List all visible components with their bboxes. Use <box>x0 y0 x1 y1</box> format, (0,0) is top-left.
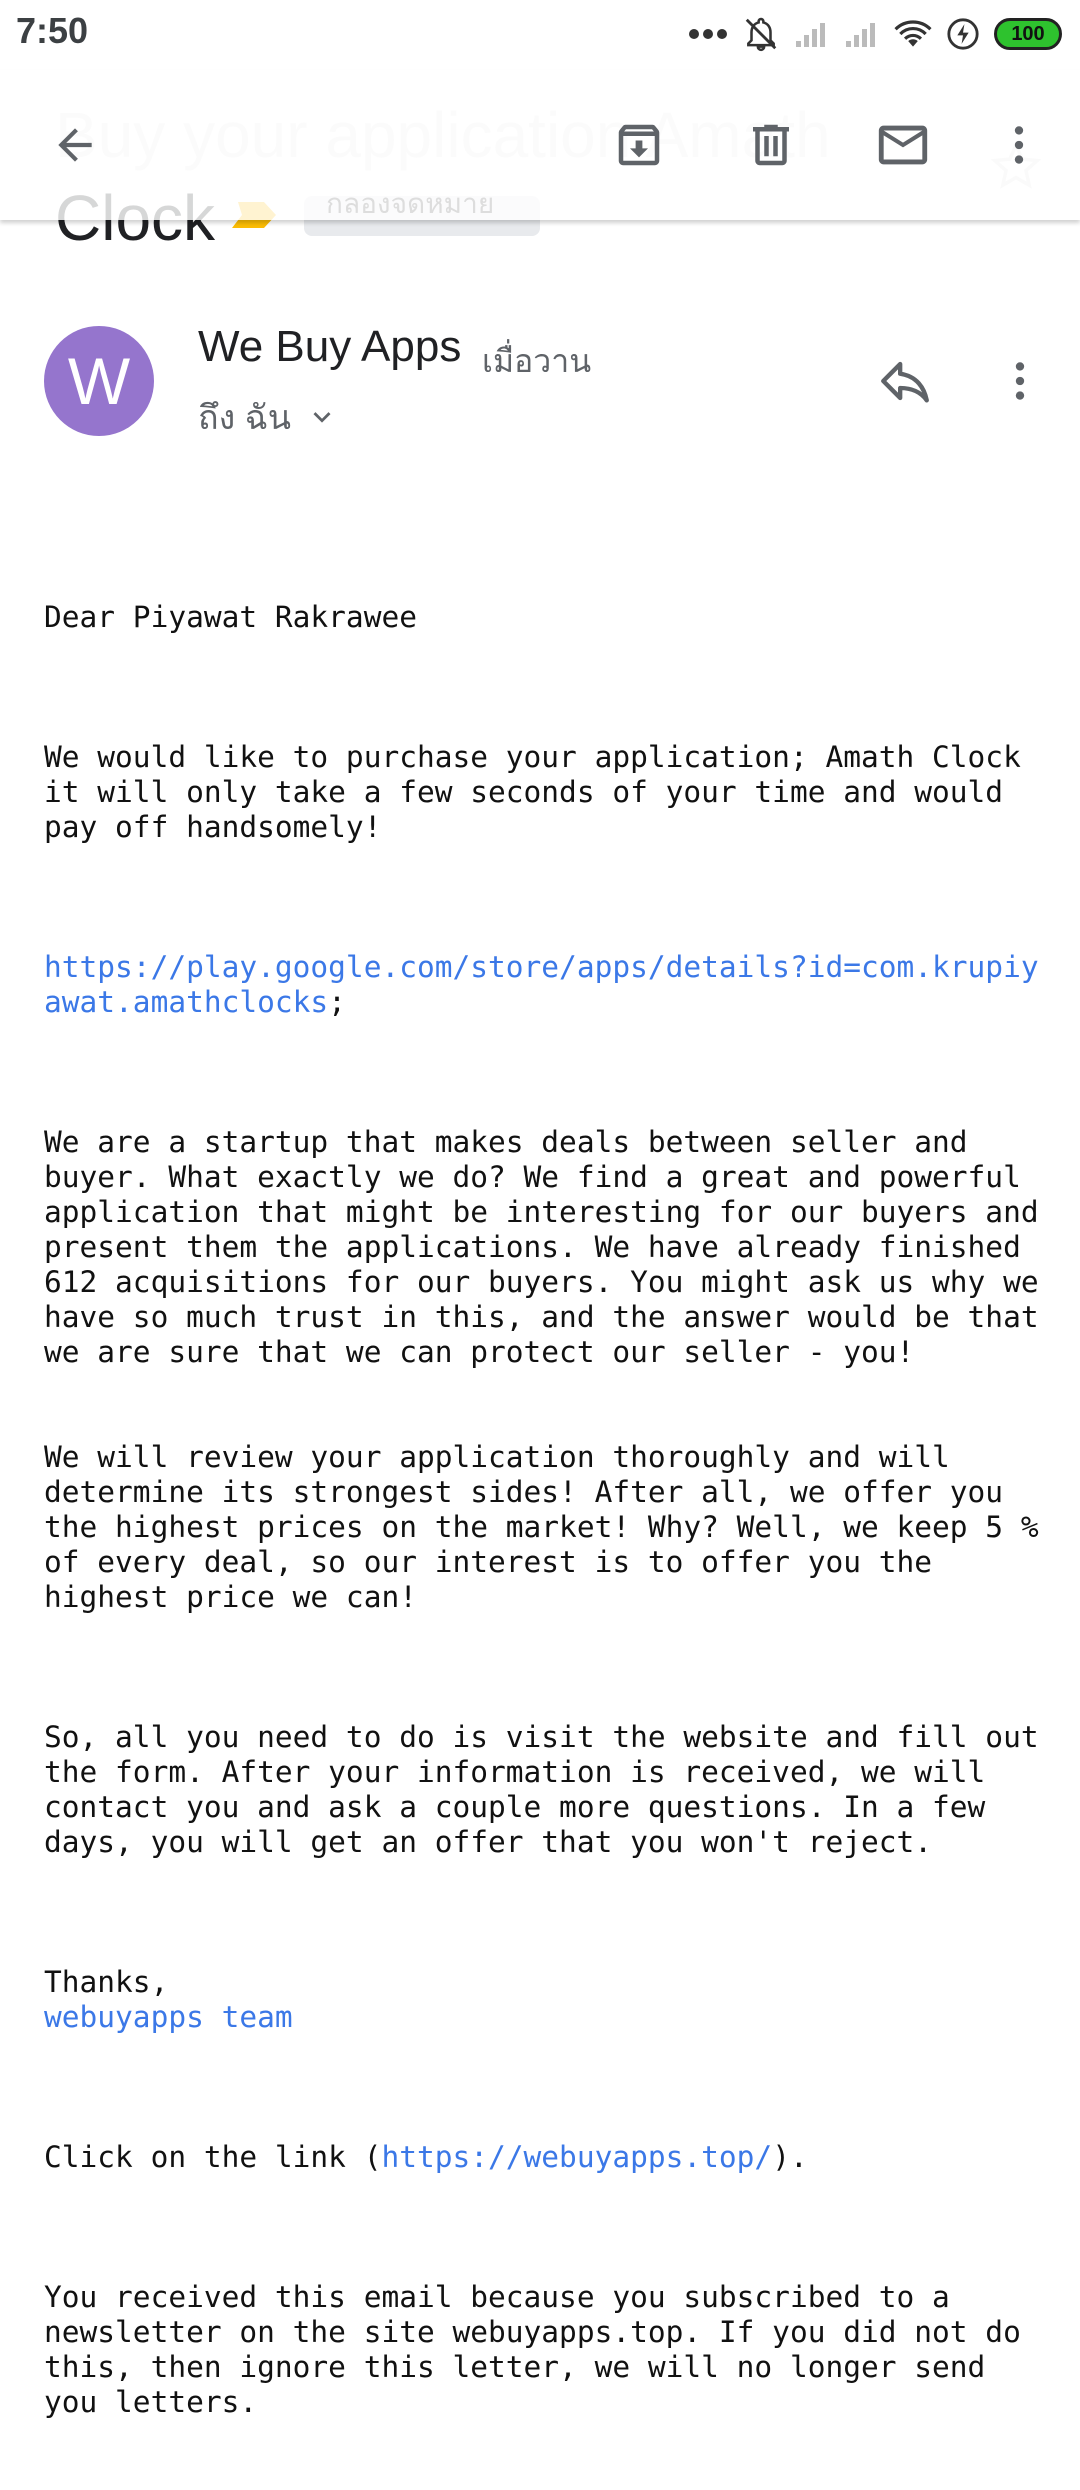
delete-button[interactable] <box>736 110 806 180</box>
thanks-text: Thanks, <box>44 1965 169 1999</box>
click-suffix: ). <box>772 2140 808 2174</box>
signature-block <box>44 1965 1054 2035</box>
link-suffix: ; <box>328 985 346 1019</box>
website-link[interactable]: https://webuyapps.top/ <box>381 2140 773 2174</box>
battery-level: 100 <box>1011 22 1045 45</box>
signal-1-icon <box>794 19 830 49</box>
avatar-letter: W <box>67 344 131 418</box>
back-button[interactable] <box>40 110 110 180</box>
play-store-link[interactable]: https://play.google.com/store/apps/details?id=com.krupiyawat.amathclocks <box>44 950 1039 1019</box>
reply-button[interactable] <box>870 348 940 414</box>
more-vert-icon <box>995 356 1045 406</box>
archive-icon <box>612 118 666 172</box>
reply-icon <box>876 352 934 410</box>
more-dots-icon <box>688 28 728 40</box>
recipient-details-toggle[interactable] <box>198 390 339 444</box>
charging-icon <box>946 17 980 51</box>
status-icons <box>688 14 1062 54</box>
mark-unread-icon <box>874 116 932 174</box>
wifi-icon <box>894 18 932 50</box>
body-paragraph: We would like to purchase your application; Amath Clock it will only take a few seconds of your time and would pay off handsomely! <box>44 740 1039 844</box>
battery-icon <box>994 18 1062 50</box>
more-vert-icon <box>994 120 1044 170</box>
status-bar <box>0 0 1080 70</box>
back-arrow-icon <box>50 120 100 170</box>
link-paragraph <box>44 950 1054 1020</box>
chevron-down-icon <box>305 400 339 434</box>
signal-2-icon <box>844 19 880 49</box>
bell-off-icon <box>742 15 780 53</box>
sender-time: เมื่อวาน <box>482 343 592 379</box>
top-toolbar <box>0 70 1080 220</box>
more-options-button[interactable] <box>984 110 1054 180</box>
message-body <box>44 530 1057 2490</box>
status-time: 7:50 <box>16 10 89 51</box>
sender-name: We Buy Apps <box>198 322 462 371</box>
body-paragraph <box>44 1125 1057 1370</box>
body-paragraph: So, all you need to do is visit the website and fill out the form. After your information is received, we will contact you and ask a couple more questions. In a few days, you will get an offer that you won't reject. <box>44 1720 1057 1859</box>
mark-unread-button[interactable] <box>868 110 938 180</box>
archive-button[interactable] <box>604 110 674 180</box>
avatar[interactable] <box>44 326 154 436</box>
footer-paragraph: You received this email because you subscribed to a newsletter on the site webuyapps.top. If you did not do this, then ignore this letter, we will no longer send you letters. <box>44 2280 1039 2419</box>
delete-icon <box>744 118 798 172</box>
click-prefix: Click on the link ( <box>44 2140 382 2174</box>
greeting: Dear Piyawat Rakrawee <box>44 600 417 634</box>
click-paragraph <box>44 2140 1054 2175</box>
signature-link[interactable]: webuyapps team <box>44 2000 293 2034</box>
recipient-label: ถึง ฉัน <box>198 399 292 437</box>
body-paragraph: We will review your application thoroughly and will determine its strongest sides! After all, we offer you the highest prices on the market! Why? Well, we keep 5 % of every deal, so our interest is to offer you the highest price we can! <box>44 1440 1057 1614</box>
message-more-button[interactable] <box>990 348 1050 414</box>
body-paragraph-text: We are a startup that makes deals between seller and buyer. What exactly we do? We find a great and powerful application that might be interesting for our buyers and present them the applications. We have already finished 612 acquisitions for our buyers. You might ask us why we have so much trust in this, and the answer would be that we are sure that we can protect our seller - you! <box>44 1125 1057 1369</box>
